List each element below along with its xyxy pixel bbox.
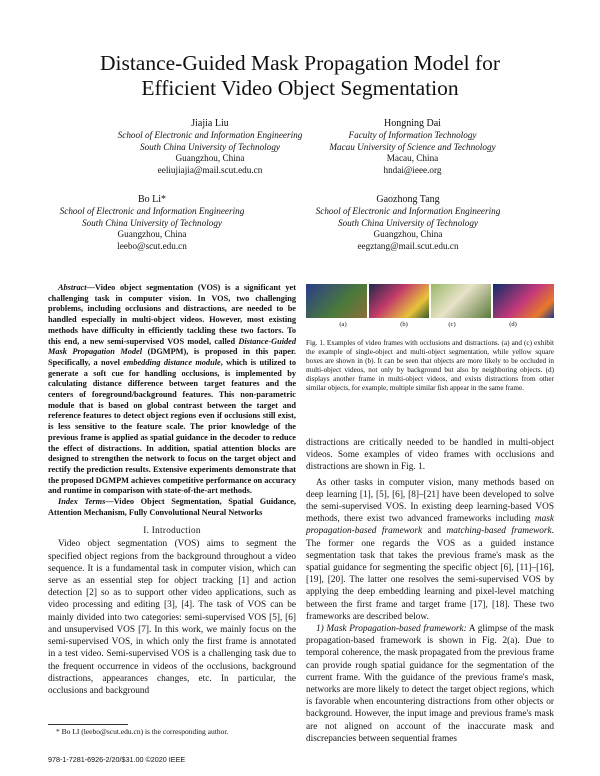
figure-1 bbox=[306, 284, 554, 394]
figure-frame-d bbox=[493, 284, 554, 318]
intro-paragraph: Video object segmentation (VOS) aims to segment the specified object regions from the background throughout a video sequence. It is a fundamental task in computer vision, which can serve as an essential step for object tracking [1] and action detection [2] so as to support other video applications, such as video processing and editing [3], [4]. The task of VOS can be mainly divided into two categories: semi-supervised VOS [5], [6] and unsupervised VOS [7]. In this work, we mainly focus on the semi-supervised VOS, in which only the first frame is annotated in a test video. Semi-supervised VOS is a challenging task due to the frequent occurrence in videos of the occlusions, background distractions, appearances changes, etc. In particular, the occlusions and background bbox=[48, 539, 296, 696]
author-email: eeliujiajia@mail.scut.edu.cn bbox=[157, 164, 263, 175]
author-affiliation: School of Electronic and Information Engineering bbox=[315, 206, 501, 217]
abstract: Abstract—Video object segmentation (VOS) is a significant yet challenging task in computer vision. In VOS, two challenging problems, including occlusions and distractions, are needed to be handled especially in multi-object videos. However, most existing methods have difficulty in efficiently tackling these two factors. To this end, a new semi-supervised VOS model, called Distance-Guided Mask Propagation Model (DGMPM), is proposed in this paper. Specifically, a novel embedding distance module, which is utilized to generate a soft cue for handling occlusions, is implemented by calculating distance difference between target features and the centers of foreground/background features. This non-parametric module that is based on global contrast between the target and reference features to detect object regions even if occlusions still exist, is less sensitive to the feature scale. The prior knowledge of the previous frame is applied as spatial guidance in the decoder to reduce the effect of distractions. In addition, spatial attention blocks are designed to strengthen the network to focus on the target object and rectify the prediction results. Extensive experiments demonstrate that the proposed DGMPM achieves competitive performance on accuracy and runtime in comparison with state-of-the-art methods. bbox=[48, 283, 297, 496]
author-email: hndai@ieee.org bbox=[383, 164, 442, 175]
footnote: * Bo LI (leebo@scut.edu.cn) is the corresponding author. bbox=[56, 727, 229, 736]
right-column bbox=[306, 437, 554, 745]
figure-image-strip bbox=[306, 284, 554, 318]
figure-label-c: (c) bbox=[448, 321, 456, 328]
author-affiliation: School of Electronic and Information Engineering bbox=[59, 206, 245, 217]
author-university: South China University of Technology bbox=[139, 141, 280, 152]
author-name: Jiajia Liu bbox=[191, 118, 229, 129]
figure-labels bbox=[306, 321, 554, 328]
figure-frame-c bbox=[431, 284, 491, 318]
title-line-1: Distance-Guided Mask Propagation Model for bbox=[99, 51, 501, 75]
author-university: Macau University of Science and Technology bbox=[329, 141, 496, 152]
figure-label-b: (b) bbox=[400, 321, 408, 328]
author-block-3 bbox=[42, 194, 262, 252]
index-terms: Index Terms—Video Object Segmentation, Spatial Guidance, Attention Mechanism, Fully Convolutional Neural Networks bbox=[48, 497, 296, 517]
author-block-4 bbox=[298, 194, 518, 252]
title-line-2: Efficient Video Object Segmentation bbox=[141, 76, 459, 100]
right-paragraph-2: As other tasks in computer vision, many methods based on deep learning [1], [5], [6], [8]–[21] have been developed to solve the semi-supervised VOS. In existing deep learning-based VOS methods, there exist two advanced frameworks including mask propagation-based framework and matching-based framework. The former one regards the VOS as a guided instance segmentation task that takes the previous frame's mask as the spatial guidance for segmenting the specific object [6], [11]–[16], [19], [20]. The latter one resolves the semi-supervised VOS by applying the deep embedding learning and pixel-level matching between the first frame and target frame [17], [18]. These two frameworks are described below. bbox=[306, 477, 554, 622]
author-university: South China University of Technology bbox=[337, 217, 478, 228]
author-name: Hongning Dai bbox=[384, 118, 441, 129]
author-city: Macau, China bbox=[386, 153, 439, 164]
left-column bbox=[48, 283, 296, 697]
figure-caption: Fig. 1. Examples of video frames with occlusions and distractions. (a) and (c) exhibit the example of single-object and multi-object segmentation, while yellow square boxes are shown in (b). It can be seen that objects are more likely to be occluded in multi-object videos, not only by background but also by neighboring objects. (d) displays another frame in multi-object videos, and exists distractions from other similar objects, for example, multiple similar fish appear in the same frame. bbox=[306, 339, 554, 393]
section-heading-introduction: I. Introduction bbox=[143, 525, 201, 536]
author-city: Guangzhou, China bbox=[117, 229, 187, 240]
author-university: South China University of Technology bbox=[81, 217, 222, 228]
author-block-2 bbox=[300, 118, 525, 176]
paper-title bbox=[0, 51, 600, 101]
author-city: Guangzhou, China bbox=[373, 229, 443, 240]
author-city: Guangzhou, China bbox=[175, 153, 245, 164]
author-email: eegztang@mail.scut.edu.cn bbox=[357, 240, 459, 251]
figure-frame-b bbox=[369, 284, 429, 318]
author-block-1 bbox=[100, 118, 320, 176]
figure-label-d: (d) bbox=[509, 321, 517, 328]
figure-label-a: (a) bbox=[339, 321, 347, 328]
footnote-rule bbox=[48, 724, 128, 725]
figure-frame-a bbox=[306, 284, 367, 318]
author-name: Gaozhong Tang bbox=[376, 194, 440, 205]
author-affiliation: School of Electronic and Information Engineering bbox=[117, 130, 303, 141]
author-affiliation: Faculty of Information Technology bbox=[348, 130, 477, 141]
right-paragraph-3: 1) Mask Propagation-based framework: A glimpse of the mask propagation-based framework is shown in Fig. 2(a). Due to temporal coherence, the mask propagated from the previous frame can provide rough spatial guidance for the segmentation of the current frame. With the guidance of the previous frame's mask, networks are more likely to detect the target object regions, which is favorable when encountering distractions from other objects or background. However, the input image and previous frame's mask are not aligned on account of the inaccurate mask and discrepancies between sequential frames bbox=[306, 624, 554, 744]
author-name: Bo Li* bbox=[137, 194, 167, 205]
right-paragraph-1: distractions are critically needed to be handled in multi-object videos. Some examples of video frames with occlusions and distractions are shown in Fig. 1. bbox=[306, 438, 554, 473]
copyright-footer: 978-1-7281-6926-2/20/$31.00 ©2020 IEEE bbox=[48, 755, 186, 764]
author-email: leebo@scut.edu.cn bbox=[117, 240, 187, 251]
